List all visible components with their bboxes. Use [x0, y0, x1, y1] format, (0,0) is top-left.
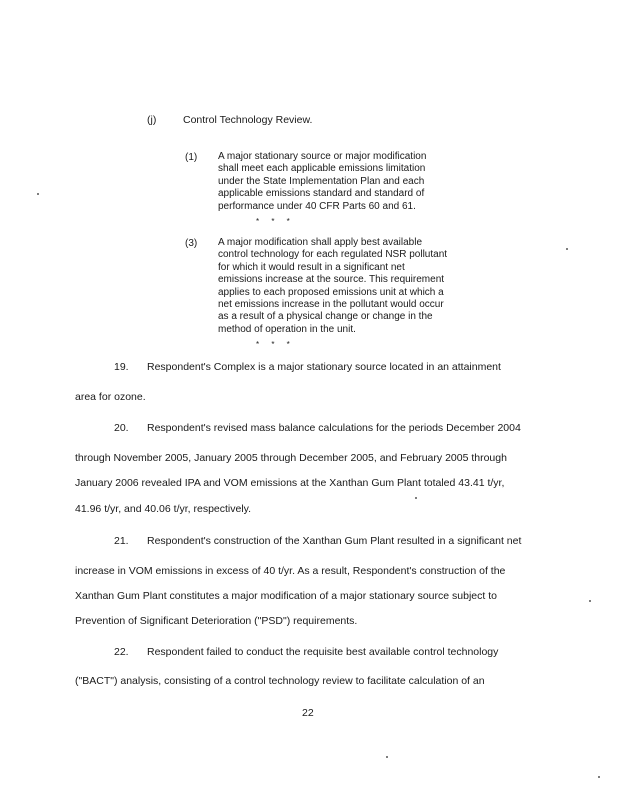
subsection-line: applies to each proposed emissions unit at which a: [218, 286, 444, 298]
scan-speck: [415, 497, 417, 499]
subsection-line: applicable emissions standard and standard of: [218, 188, 425, 200]
paragraph-line: through November 2005, January 2005 through December 2005, and February 2005 through: [75, 452, 507, 464]
paragraph-line: Respondent failed to conduct the requisite best available control technology: [147, 646, 499, 658]
subsection-number: (1): [185, 152, 198, 163]
subsection-line: performance under 40 CFR Parts 60 and 61.: [218, 200, 416, 212]
paragraph-line: January 2006 revealed IPA and VOM emissions at the Xanthan Gum Plant totaled 43.41 t/yr,: [75, 477, 505, 489]
paragraph-line: 41.96 t/yr, and 40.06 t/yr, respectively.: [75, 503, 252, 515]
subsection-line: as a result of a physical change or change in the: [218, 311, 433, 323]
subsection-line: under the State Implementation Plan and each: [218, 175, 425, 187]
scan-speck: [566, 248, 568, 250]
paragraph-line: increase in VOM emissions in excess of 40 t/yr. As a result, Respondent's construction of the: [75, 565, 506, 577]
ellipsis-stars: * * *: [256, 217, 295, 226]
subsection-line: control technology for each regulated NSR pollutant: [218, 249, 448, 261]
ellipsis-stars: * * *: [256, 340, 295, 349]
paragraph-number: 22.: [114, 646, 129, 658]
paragraph-number: 21.: [114, 535, 129, 547]
subsection-text: [218, 151, 488, 213]
paragraph-line: ("BACT") analysis, consisting of a control technology review to facilitate calculation of an: [75, 675, 485, 687]
scan-speck: [598, 776, 600, 778]
section-marker: (j): [147, 114, 157, 126]
page-number: 22: [302, 707, 314, 719]
paragraph-number: 19.: [114, 361, 129, 373]
paragraph-line: Xanthan Gum Plant constitutes a major modification of a major stationary source subject to: [75, 590, 497, 602]
subsection-line: A major stationary source or major modification: [218, 151, 427, 162]
subsection-number: (3): [185, 238, 198, 249]
subsection-line: shall meet each applicable emissions limitation: [218, 163, 426, 175]
paragraph-line: area for ozone.: [75, 391, 146, 403]
subsection-line: net emissions increase in the pollutant would occur: [218, 299, 444, 311]
subsection-line: method of operation in the unit.: [218, 323, 356, 335]
paragraph-number: 20.: [114, 422, 129, 434]
paragraph-line: Respondent's Complex is a major stationary source located in an attainment: [147, 361, 501, 373]
subsection-text: [218, 237, 488, 336]
paragraph-line: Respondent's construction of the Xanthan Gum Plant resulted in a significant net: [147, 535, 522, 547]
paragraph-line: Respondent's revised mass balance calculations for the periods December 2004: [147, 422, 521, 434]
scan-speck: [37, 193, 39, 195]
subsection-line: emissions increase at the source. This requirement: [218, 274, 445, 286]
scan-speck: [589, 600, 591, 602]
paragraph-line: Prevention of Significant Deterioration ("PSD") requirements.: [75, 615, 358, 627]
subsection-line: A major modification shall apply best available: [218, 237, 422, 248]
section-title: Control Technology Review.: [183, 114, 313, 126]
subsection-line: for which it would result in a significant net: [218, 261, 405, 273]
scan-speck: [386, 756, 388, 758]
